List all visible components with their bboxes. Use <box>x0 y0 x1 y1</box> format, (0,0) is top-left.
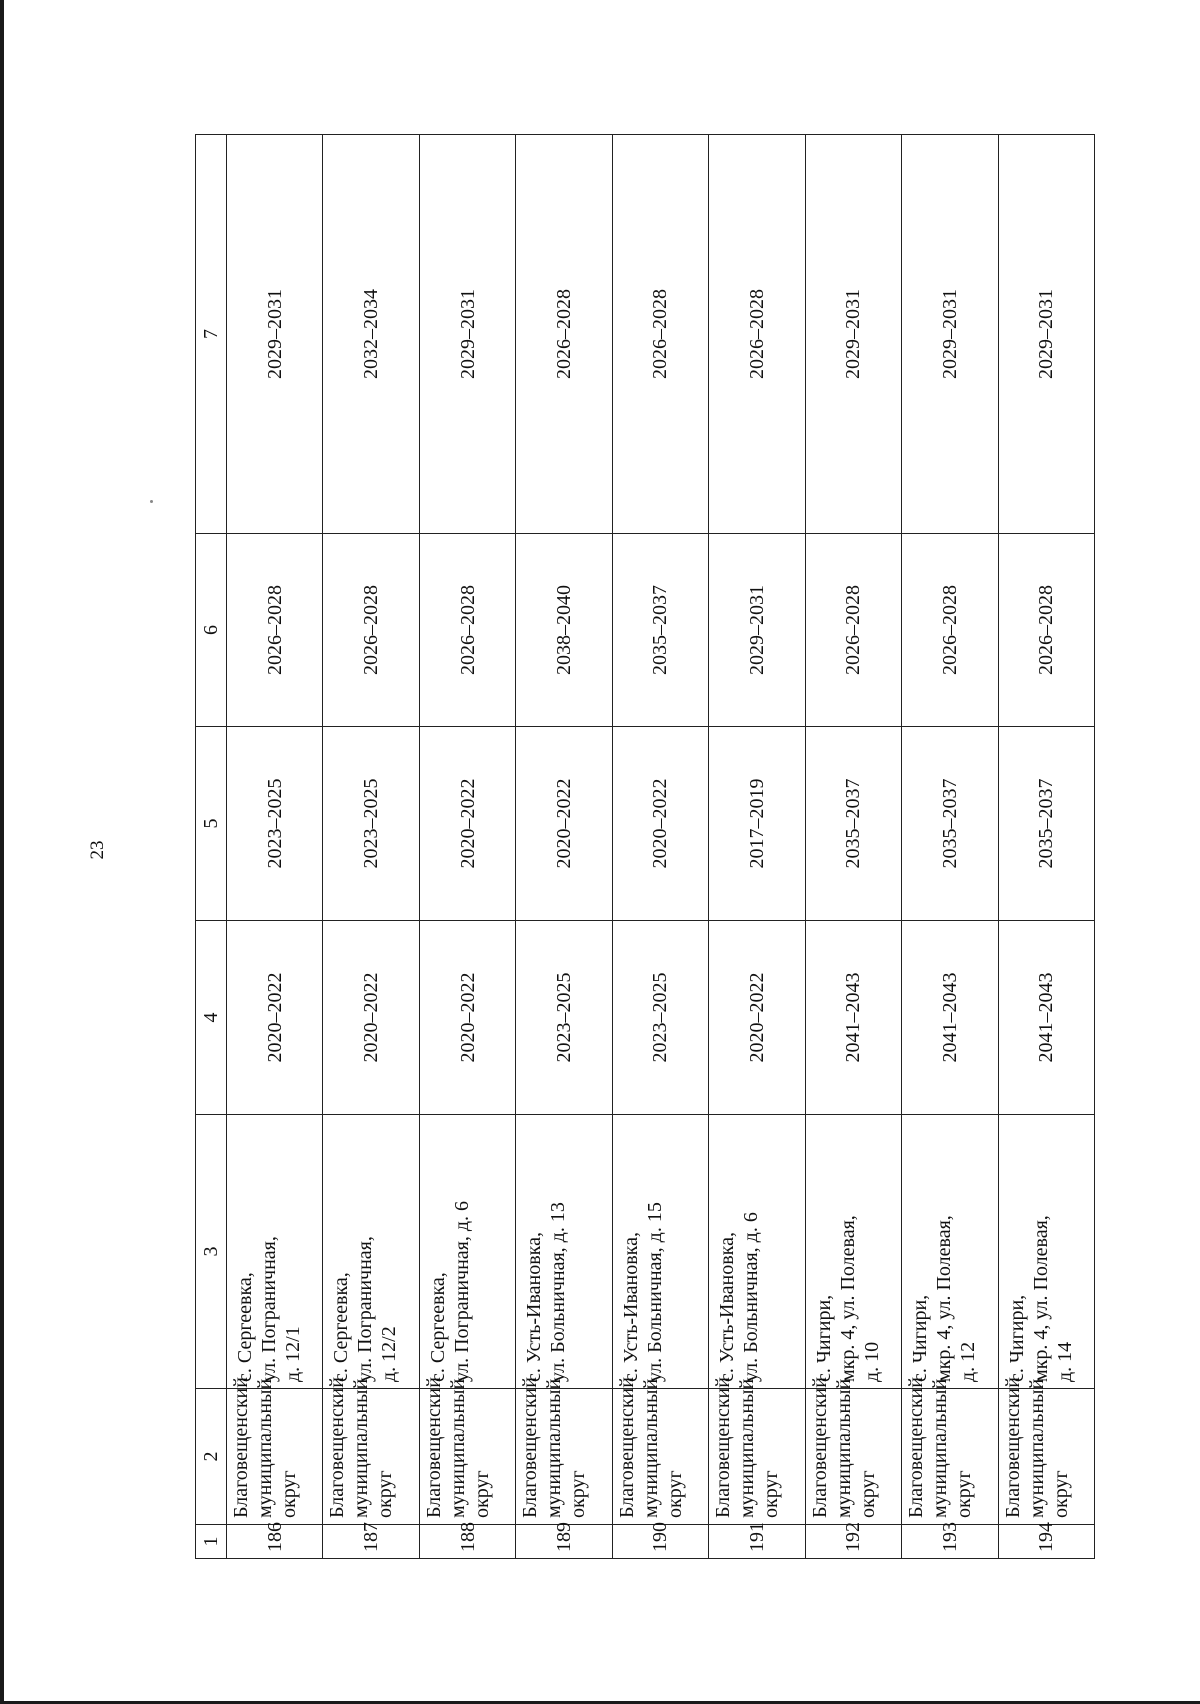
period-cell-col5: 2020–2022 <box>419 727 515 921</box>
row-number-cell: 192 <box>805 1525 901 1559</box>
table-row <box>612 135 708 1559</box>
address-cell <box>805 1115 901 1389</box>
period-cell-col5: 2035–2037 <box>902 727 998 921</box>
address-line: ул. Больничная, д. 13 <box>547 1202 570 1382</box>
table-row <box>227 135 323 1559</box>
period-cell-col7: 2029–2031 <box>805 135 901 534</box>
district-cell: Благовещенский муниципальный округ <box>419 1389 515 1525</box>
page-number: 23 <box>87 840 108 860</box>
header-cell: 5 <box>196 727 227 921</box>
address-line: ул. Больничная, д. 15 <box>643 1202 666 1382</box>
period-cell-col5: 2023–2025 <box>227 727 323 921</box>
row-number-cell: 189 <box>516 1525 612 1559</box>
row-number-cell: 187 <box>323 1525 419 1559</box>
period-cell-col5: 2023–2025 <box>323 727 419 921</box>
period-cell-col7: 2032–2034 <box>323 135 419 534</box>
address-line: с. Чигири, <box>909 1294 932 1382</box>
table-row <box>805 135 901 1559</box>
period-cell-col4: 2041–2043 <box>902 921 998 1115</box>
row-number-cell: 191 <box>709 1525 805 1559</box>
period-cell-col7: 2029–2031 <box>419 135 515 534</box>
district-cell: Благовещенский муниципальный округ <box>709 1389 805 1525</box>
district-cell: Благовещенский муниципальный округ <box>516 1389 612 1525</box>
district-cell: Благовещенский муниципальный округ <box>227 1389 323 1525</box>
row-number-cell: 188 <box>419 1525 515 1559</box>
header-cell: 1 <box>196 1525 227 1559</box>
header-row <box>196 135 227 1559</box>
period-cell-col5: 2020–2022 <box>612 727 708 921</box>
period-cell-col5: 2035–2037 <box>998 727 1095 921</box>
period-cell-col7: 2029–2031 <box>902 135 998 534</box>
schedule-table <box>195 134 1095 1559</box>
district-cell: Благовещенский муниципальный округ <box>612 1389 708 1525</box>
district-cell: Благовещенский муниципальный округ <box>902 1389 998 1525</box>
period-cell-col5: 2035–2037 <box>805 727 901 921</box>
address-line: д. 12 <box>957 1341 980 1382</box>
table-row <box>998 135 1095 1559</box>
period-cell-col4: 2020–2022 <box>323 921 419 1115</box>
address-line: с. Усть-Ивановка, <box>619 1232 642 1382</box>
address-line: с. Сергеевка, <box>234 1272 256 1382</box>
row-number-cell: 194 <box>998 1525 1095 1559</box>
period-cell-col7: 2026–2028 <box>516 135 612 534</box>
period-cell-col4: 2041–2043 <box>805 921 901 1115</box>
table-row <box>902 135 998 1559</box>
address-line: с. Усть-Ивановка, <box>523 1232 546 1382</box>
table-wrapper <box>195 134 1095 1559</box>
row-number-cell: 190 <box>612 1525 708 1559</box>
period-cell-col6: 2026–2028 <box>419 534 515 727</box>
header-cell: 6 <box>196 534 227 727</box>
header-cell: 4 <box>196 921 227 1115</box>
address-line: с. Усть-Ивановка, <box>716 1232 739 1382</box>
table-body <box>227 135 1095 1559</box>
scan-left-border <box>0 0 4 1704</box>
period-cell-col6: 2026–2028 <box>805 534 901 727</box>
period-cell-col4: 2023–2025 <box>612 921 708 1115</box>
period-cell-col4: 2023–2025 <box>516 921 612 1115</box>
period-cell-col6: 2029–2031 <box>709 534 805 727</box>
period-cell-col4: 2020–2022 <box>227 921 323 1115</box>
district-cell: Благовещенский муниципальный округ <box>323 1389 419 1525</box>
address-line: с. Сергеевка, <box>426 1272 449 1382</box>
period-cell-col7: 2026–2028 <box>612 135 708 534</box>
district-cell: Благовещенский муниципальный округ <box>998 1389 1095 1525</box>
address-line: мкр. 4, ул. Полевая, <box>836 1215 859 1382</box>
address-line: с. Чигири, <box>1005 1294 1028 1382</box>
address-cell <box>516 1115 612 1389</box>
address-line: мкр. 4, ул. Полевая, <box>933 1215 956 1382</box>
address-line: с. Чигири, <box>812 1294 835 1382</box>
header-cell: 2 <box>196 1389 227 1525</box>
period-cell-col6: 2026–2028 <box>323 534 419 727</box>
address-cell <box>709 1115 805 1389</box>
period-cell-col6: 2038–2040 <box>516 534 612 727</box>
header-cell: 7 <box>196 135 227 534</box>
period-cell-col6: 2035–2037 <box>612 534 708 727</box>
address-cell <box>902 1115 998 1389</box>
address-line: д. 12/1 <box>282 1326 304 1382</box>
address-line: с. Сергеевка, <box>330 1272 353 1382</box>
table-row <box>419 135 515 1559</box>
rotated-table-frame <box>195 134 1095 1559</box>
address-line: ул. Пограничная, <box>258 1236 280 1382</box>
address-line: ул. Пограничная, <box>354 1236 377 1382</box>
address-cell <box>227 1115 323 1389</box>
period-cell-col4: 2020–2022 <box>419 921 515 1115</box>
address-line: ул. Пограничная, д. 6 <box>450 1200 473 1382</box>
period-cell-col7: 2026–2028 <box>709 135 805 534</box>
period-cell-col6: 2026–2028 <box>902 534 998 727</box>
period-cell-col5: 2020–2022 <box>516 727 612 921</box>
period-cell-col7: 2029–2031 <box>998 135 1095 534</box>
address-cell <box>419 1115 515 1389</box>
address-line: д. 12/2 <box>378 1326 401 1382</box>
period-cell-col7: 2029–2031 <box>227 135 323 534</box>
address-cell <box>998 1115 1095 1389</box>
scan-speck <box>150 500 153 503</box>
row-number-cell: 193 <box>902 1525 998 1559</box>
address-line: ул. Больничная, д. 6 <box>740 1212 763 1382</box>
address-cell <box>612 1115 708 1389</box>
table-row <box>323 135 419 1559</box>
period-cell-col4: 2041–2043 <box>998 921 1095 1115</box>
period-cell-col5: 2017–2019 <box>709 727 805 921</box>
address-line: мкр. 4, ул. Полевая, <box>1029 1215 1052 1382</box>
period-cell-col6: 2026–2028 <box>227 534 323 727</box>
table-row <box>709 135 805 1559</box>
table-row <box>516 135 612 1559</box>
address-cell <box>323 1115 419 1389</box>
district-cell: Благовещенский муниципальный округ <box>805 1389 901 1525</box>
address-line: д. 10 <box>860 1341 883 1382</box>
period-cell-col4: 2020–2022 <box>709 921 805 1115</box>
row-number-cell: 186 <box>227 1525 323 1559</box>
period-cell-col6: 2026–2028 <box>998 534 1095 727</box>
address-line: д. 14 <box>1053 1341 1076 1382</box>
header-cell: 3 <box>196 1115 227 1389</box>
